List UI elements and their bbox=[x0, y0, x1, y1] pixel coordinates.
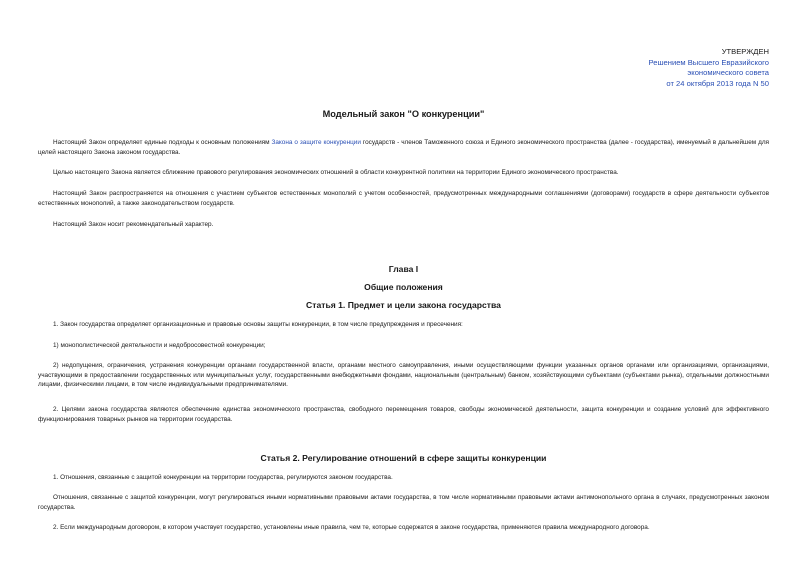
chapter-label: Глава I bbox=[388, 264, 419, 274]
approval-status: УТВЕРЖДЕН bbox=[721, 47, 769, 56]
approval-block bbox=[648, 47, 769, 89]
preamble-paragraph-1 bbox=[38, 138, 769, 157]
preamble-paragraph-2: Целью настоящего Закона является сближение правового регулирования экономических отношений в области конкурентной политики на территории Единого экономического пространства. bbox=[53, 169, 619, 176]
article-2-heading: Статья 2. Регулирование отношений в сфере защиты конкуренции bbox=[260, 453, 547, 463]
approval-council-link[interactable]: экономического совета bbox=[687, 68, 769, 78]
approval-date-link[interactable]: от 24 октября 2013 года N 50 bbox=[666, 78, 769, 88]
document-title: Модельный закон "О конкуренции" bbox=[322, 109, 485, 119]
article-2-paragraph-1: 1. Отношения, связанные с защитой конкуренции на территории государства, регулируются законом государства. bbox=[53, 474, 393, 481]
approval-decision-link[interactable]: Решением Высшего Евразийского bbox=[648, 57, 769, 67]
competition-law-link[interactable]: Закона о защите конкуренции bbox=[271, 139, 361, 146]
preamble-p1-text-start: Настоящий Закон определяет единые подходы к основным положениям bbox=[53, 139, 272, 146]
chapter-name: Общие положения bbox=[364, 282, 443, 292]
article-1-paragraph-2: 1) монополистической деятельности и недобросовестной конкуренции; bbox=[53, 342, 266, 349]
preamble-paragraph-3: Настоящий Закон распространяется на отношения с участием субъектов естественных монополий с учетом особенностей, предусмотренных международными соглашениями (договорами) государств в сфере деятельности субъектов естественных монополий, а также законодательством государств. bbox=[38, 190, 769, 207]
article-1-paragraph-4: 2. Целями закона государства являются обеспечение единства экономического пространства, свободного перемещения товаров, свободы экономической деятельности, защита конкуренции и создание условий для эффективного функционирования товарных рынков на территории государства. bbox=[38, 406, 769, 423]
article-2-paragraph-3: 2. Если международным договором, в котором участвует государство, установлены иные правила, чем те, которые содержатся в законе государства, применяются правила международного договора. bbox=[53, 524, 650, 531]
article-1-heading: Статья 1. Предмет и цели закона государства bbox=[306, 300, 501, 310]
article-1-paragraph-1: 1. Закон государства определяет организационные и правовые основы защиты конкуренции, в том числе предупреждения и пресечения: bbox=[53, 321, 463, 328]
preamble-p1-text-end: государств - членов Таможенного союза и Единого экономического пространства (далее - государства), именуемый в дальнейшем для целей настоящего Закона законом государства. bbox=[38, 139, 770, 156]
preamble-paragraph-4: Настоящий Закон носит рекомендательный характер. bbox=[53, 221, 214, 228]
article-1-paragraph-3: 2) недопущения, ограничения, устранения конкуренции органами государственной власти, органами местного самоуправления, иными осуществляющими функции указанных органов органами или организациями, организациями, участвующими в предоставлении государственных или муниципальных услуг, государственными внебюджетными фондами, национальным (центральным) банком, хозяйствующими субъектами (субъектами рынка), отдельными должностными лицами, физическими лицами, в том числе индивидуальными предпринимателями. bbox=[38, 362, 769, 389]
article-2-paragraph-2: Отношения, связанные с защитой конкуренции, могут регулироваться иными нормативными правовыми актами государства, в том числе нормативными правовыми актами антимонопольного органа в случаях, предусмотренных законом государства. bbox=[38, 494, 769, 511]
